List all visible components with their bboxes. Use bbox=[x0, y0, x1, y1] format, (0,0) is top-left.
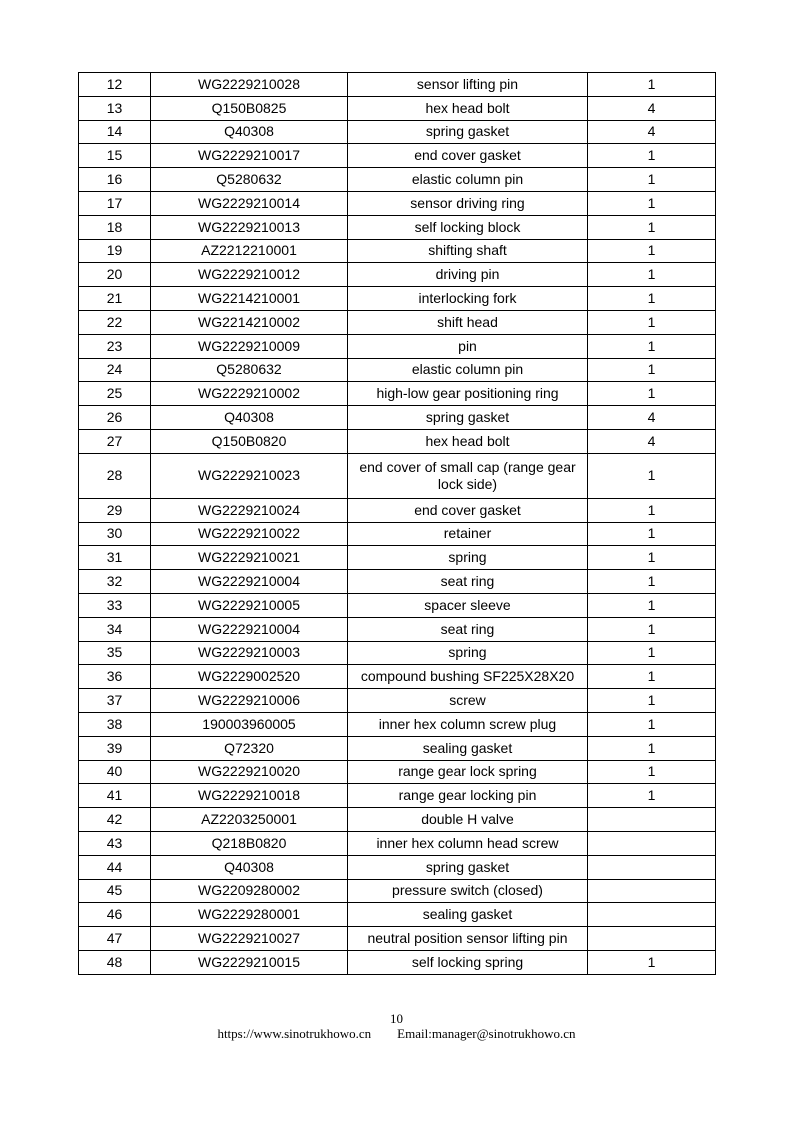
cell-name: interlocking fork bbox=[348, 287, 588, 311]
cell-name: screw bbox=[348, 689, 588, 713]
table-row bbox=[79, 287, 716, 311]
cell-no: 18 bbox=[79, 215, 151, 239]
table-row bbox=[79, 593, 716, 617]
cell-quantity: 1 bbox=[588, 546, 716, 570]
cell-quantity bbox=[588, 879, 716, 903]
table-row bbox=[79, 168, 716, 192]
cell-name: self locking block bbox=[348, 215, 588, 239]
table-row bbox=[79, 310, 716, 334]
cell-name: elastic column pin bbox=[348, 168, 588, 192]
page-number: 10 bbox=[390, 1011, 403, 1026]
cell-no: 13 bbox=[79, 96, 151, 120]
cell-name: end cover gasket bbox=[348, 498, 588, 522]
cell-quantity: 1 bbox=[588, 191, 716, 215]
table-row bbox=[79, 736, 716, 760]
cell-quantity: 1 bbox=[588, 453, 716, 498]
table-row bbox=[79, 808, 716, 832]
cell-name: neutral position sensor lifting pin bbox=[348, 927, 588, 951]
cell-no: 35 bbox=[79, 641, 151, 665]
cell-part-number: Q150B0825 bbox=[151, 96, 348, 120]
cell-part-number: WG2229210004 bbox=[151, 570, 348, 594]
cell-no: 41 bbox=[79, 784, 151, 808]
cell-part-number: WG2229280001 bbox=[151, 903, 348, 927]
table-row bbox=[79, 950, 716, 974]
table-row bbox=[79, 617, 716, 641]
cell-part-number: Q5280632 bbox=[151, 168, 348, 192]
cell-quantity bbox=[588, 903, 716, 927]
table-row bbox=[79, 358, 716, 382]
table-row bbox=[79, 712, 716, 736]
cell-part-number: WG2229210006 bbox=[151, 689, 348, 713]
cell-quantity: 1 bbox=[588, 522, 716, 546]
cell-part-number: WG2229210017 bbox=[151, 144, 348, 168]
cell-name: sensor driving ring bbox=[348, 191, 588, 215]
cell-quantity: 1 bbox=[588, 498, 716, 522]
cell-name: hex head bolt bbox=[348, 96, 588, 120]
cell-name: high-low gear positioning ring bbox=[348, 382, 588, 406]
cell-quantity bbox=[588, 855, 716, 879]
table-row bbox=[79, 144, 716, 168]
cell-part-number: Q150B0820 bbox=[151, 429, 348, 453]
cell-quantity: 1 bbox=[588, 736, 716, 760]
cell-quantity: 1 bbox=[588, 712, 716, 736]
cell-part-number: WG2229210023 bbox=[151, 453, 348, 498]
cell-quantity: 4 bbox=[588, 96, 716, 120]
cell-name: elastic column pin bbox=[348, 358, 588, 382]
cell-no: 15 bbox=[79, 144, 151, 168]
cell-no: 48 bbox=[79, 950, 151, 974]
cell-quantity: 1 bbox=[588, 784, 716, 808]
cell-no: 33 bbox=[79, 593, 151, 617]
cell-no: 40 bbox=[79, 760, 151, 784]
cell-name: spring bbox=[348, 641, 588, 665]
cell-part-number: WG2229210015 bbox=[151, 950, 348, 974]
cell-no: 47 bbox=[79, 927, 151, 951]
cell-name: double H valve bbox=[348, 808, 588, 832]
table-row bbox=[79, 120, 716, 144]
table-row bbox=[79, 263, 716, 287]
cell-quantity: 1 bbox=[588, 73, 716, 97]
table-row bbox=[79, 96, 716, 120]
cell-part-number: Q72320 bbox=[151, 736, 348, 760]
table-row bbox=[79, 570, 716, 594]
cell-quantity: 1 bbox=[588, 665, 716, 689]
cell-no: 22 bbox=[79, 310, 151, 334]
cell-no: 19 bbox=[79, 239, 151, 263]
cell-no: 34 bbox=[79, 617, 151, 641]
cell-name: retainer bbox=[348, 522, 588, 546]
cell-name: spring gasket bbox=[348, 406, 588, 430]
cell-quantity: 1 bbox=[588, 593, 716, 617]
cell-no: 45 bbox=[79, 879, 151, 903]
cell-quantity: 1 bbox=[588, 263, 716, 287]
cell-name: shift head bbox=[348, 310, 588, 334]
cell-quantity: 1 bbox=[588, 144, 716, 168]
cell-name: sealing gasket bbox=[348, 736, 588, 760]
cell-name: spring bbox=[348, 546, 588, 570]
cell-name: seat ring bbox=[348, 570, 588, 594]
cell-no: 29 bbox=[79, 498, 151, 522]
cell-part-number: WG2229210018 bbox=[151, 784, 348, 808]
cell-part-number: WG2214210002 bbox=[151, 310, 348, 334]
cell-part-number: Q40308 bbox=[151, 406, 348, 430]
cell-quantity: 1 bbox=[588, 570, 716, 594]
cell-quantity: 4 bbox=[588, 120, 716, 144]
cell-no: 42 bbox=[79, 808, 151, 832]
cell-part-number: WG2229210005 bbox=[151, 593, 348, 617]
table-row bbox=[79, 334, 716, 358]
cell-quantity bbox=[588, 927, 716, 951]
cell-name: range gear lock spring bbox=[348, 760, 588, 784]
cell-quantity: 1 bbox=[588, 168, 716, 192]
cell-name: sensor lifting pin bbox=[348, 73, 588, 97]
cell-name: end cover of small cap (range gear lock side) bbox=[348, 453, 588, 498]
cell-name: pressure switch (closed) bbox=[348, 879, 588, 903]
cell-name: seat ring bbox=[348, 617, 588, 641]
cell-name: end cover gasket bbox=[348, 144, 588, 168]
cell-no: 39 bbox=[79, 736, 151, 760]
parts-table bbox=[78, 72, 716, 975]
table-row bbox=[79, 73, 716, 97]
table-row bbox=[79, 406, 716, 430]
cell-part-number: WG2229210020 bbox=[151, 760, 348, 784]
cell-no: 16 bbox=[79, 168, 151, 192]
footer-contact bbox=[0, 1026, 793, 1042]
cell-part-number: AZ2203250001 bbox=[151, 808, 348, 832]
cell-name: spacer sleeve bbox=[348, 593, 588, 617]
cell-no: 43 bbox=[79, 831, 151, 855]
cell-part-number: WG2229210002 bbox=[151, 382, 348, 406]
cell-name: self locking spring bbox=[348, 950, 588, 974]
cell-no: 31 bbox=[79, 546, 151, 570]
cell-quantity bbox=[588, 831, 716, 855]
cell-name: inner hex column screw plug bbox=[348, 712, 588, 736]
cell-no: 46 bbox=[79, 903, 151, 927]
cell-part-number: WG2229210012 bbox=[151, 263, 348, 287]
cell-part-number: Q40308 bbox=[151, 855, 348, 879]
cell-no: 14 bbox=[79, 120, 151, 144]
table-row bbox=[79, 429, 716, 453]
parts-table-body bbox=[79, 73, 716, 975]
cell-part-number: WG2214210001 bbox=[151, 287, 348, 311]
cell-quantity: 1 bbox=[588, 382, 716, 406]
cell-no: 20 bbox=[79, 263, 151, 287]
cell-quantity: 4 bbox=[588, 429, 716, 453]
cell-name: range gear locking pin bbox=[348, 784, 588, 808]
cell-no: 24 bbox=[79, 358, 151, 382]
cell-quantity: 1 bbox=[588, 215, 716, 239]
cell-part-number: AZ2212210001 bbox=[151, 239, 348, 263]
table-row bbox=[79, 453, 716, 498]
cell-no: 30 bbox=[79, 522, 151, 546]
cell-no: 26 bbox=[79, 406, 151, 430]
cell-name: sealing gasket bbox=[348, 903, 588, 927]
table-row bbox=[79, 191, 716, 215]
table-row bbox=[79, 239, 716, 263]
cell-no: 28 bbox=[79, 453, 151, 498]
table-row bbox=[79, 927, 716, 951]
cell-part-number: WG2229210024 bbox=[151, 498, 348, 522]
cell-quantity: 1 bbox=[588, 641, 716, 665]
cell-quantity: 1 bbox=[588, 689, 716, 713]
cell-part-number: Q40308 bbox=[151, 120, 348, 144]
cell-part-number: WG2229210022 bbox=[151, 522, 348, 546]
cell-part-number: WG2209280002 bbox=[151, 879, 348, 903]
cell-part-number: WG2229210021 bbox=[151, 546, 348, 570]
cell-part-number: 190003960005 bbox=[151, 712, 348, 736]
cell-name: spring gasket bbox=[348, 120, 588, 144]
cell-quantity: 1 bbox=[588, 358, 716, 382]
cell-name: shifting shaft bbox=[348, 239, 588, 263]
table-row bbox=[79, 215, 716, 239]
cell-no: 17 bbox=[79, 191, 151, 215]
cell-part-number: WG2229002520 bbox=[151, 665, 348, 689]
cell-part-number: WG2229210003 bbox=[151, 641, 348, 665]
cell-no: 23 bbox=[79, 334, 151, 358]
cell-part-number: WG2229210027 bbox=[151, 927, 348, 951]
table-row bbox=[79, 784, 716, 808]
cell-no: 25 bbox=[79, 382, 151, 406]
cell-quantity: 1 bbox=[588, 760, 716, 784]
cell-quantity bbox=[588, 808, 716, 832]
cell-no: 38 bbox=[79, 712, 151, 736]
cell-no: 37 bbox=[79, 689, 151, 713]
cell-name: spring gasket bbox=[348, 855, 588, 879]
cell-quantity: 1 bbox=[588, 334, 716, 358]
cell-part-number: Q5280632 bbox=[151, 358, 348, 382]
footer-website: https://www.sinotrukhowo.cn bbox=[217, 1026, 372, 1041]
cell-quantity: 1 bbox=[588, 310, 716, 334]
footer-email: Email:manager@sinotrukhowo.cn bbox=[397, 1026, 576, 1041]
cell-quantity: 1 bbox=[588, 617, 716, 641]
table-row bbox=[79, 665, 716, 689]
cell-part-number: Q218B0820 bbox=[151, 831, 348, 855]
cell-name: hex head bolt bbox=[348, 429, 588, 453]
cell-part-number: WG2229210009 bbox=[151, 334, 348, 358]
cell-no: 44 bbox=[79, 855, 151, 879]
table-row bbox=[79, 855, 716, 879]
table-row bbox=[79, 382, 716, 406]
table-row bbox=[79, 641, 716, 665]
cell-no: 27 bbox=[79, 429, 151, 453]
cell-part-number: WG2229210028 bbox=[151, 73, 348, 97]
cell-no: 12 bbox=[79, 73, 151, 97]
table-row bbox=[79, 498, 716, 522]
table-row bbox=[79, 879, 716, 903]
cell-quantity: 1 bbox=[588, 239, 716, 263]
cell-no: 21 bbox=[79, 287, 151, 311]
cell-name: driving pin bbox=[348, 263, 588, 287]
cell-no: 32 bbox=[79, 570, 151, 594]
cell-part-number: WG2229210013 bbox=[151, 215, 348, 239]
cell-name: compound bushing SF225X28X20 bbox=[348, 665, 588, 689]
table-row bbox=[79, 903, 716, 927]
cell-no: 36 bbox=[79, 665, 151, 689]
table-row bbox=[79, 522, 716, 546]
cell-quantity: 1 bbox=[588, 950, 716, 974]
cell-name: pin bbox=[348, 334, 588, 358]
cell-part-number: WG2229210004 bbox=[151, 617, 348, 641]
table-row bbox=[79, 831, 716, 855]
cell-part-number: WG2229210014 bbox=[151, 191, 348, 215]
cell-name: inner hex column head screw bbox=[348, 831, 588, 855]
table-row bbox=[79, 689, 716, 713]
cell-quantity: 1 bbox=[588, 287, 716, 311]
table-row bbox=[79, 760, 716, 784]
cell-quantity: 4 bbox=[588, 406, 716, 430]
table-row bbox=[79, 546, 716, 570]
